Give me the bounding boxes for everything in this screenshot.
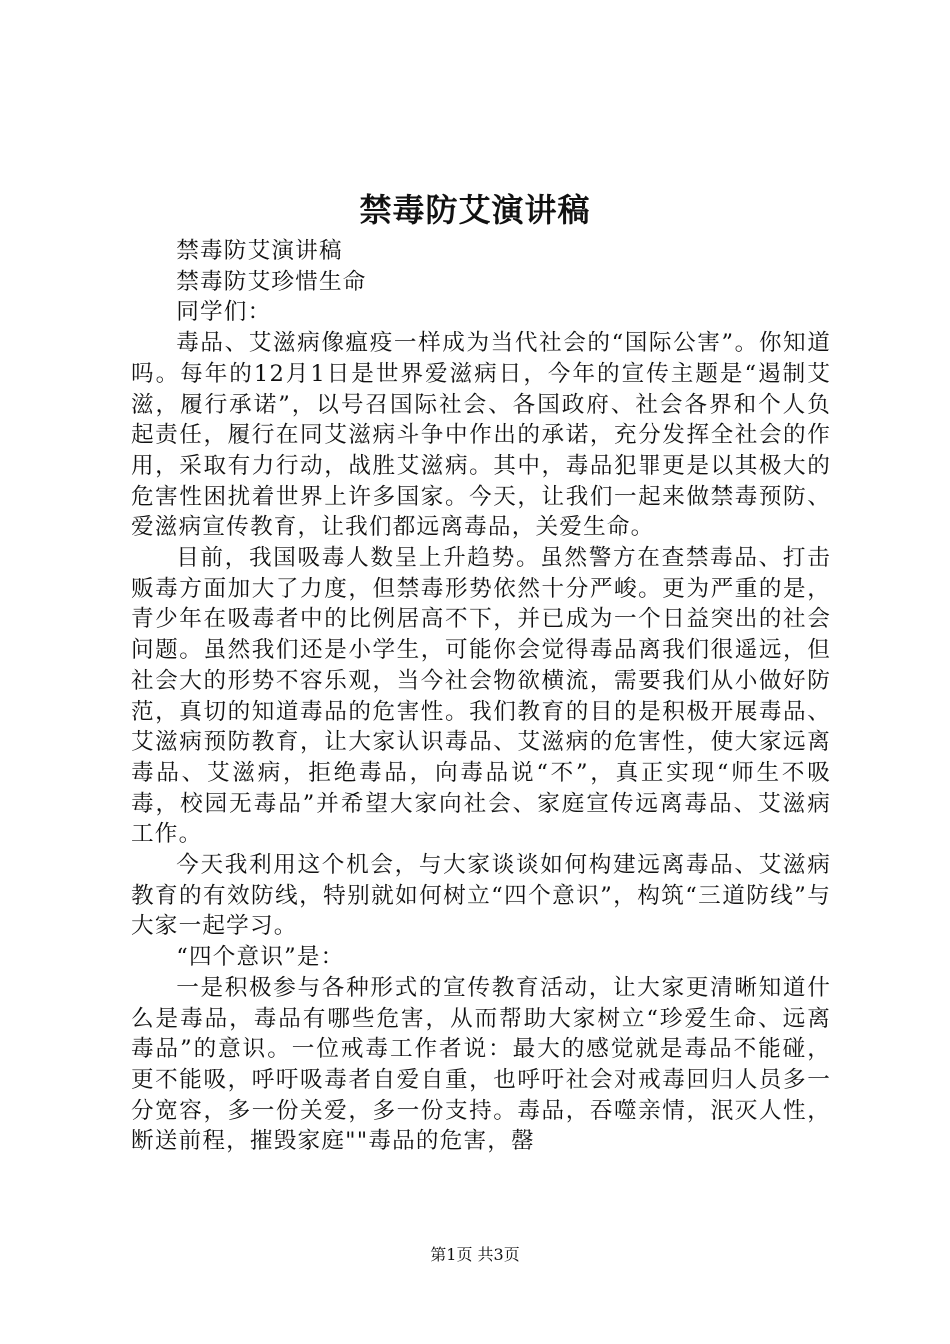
- paragraph: 今天我利用这个机会，与大家谈谈如何构建远离毒品、艾滋病教育的有效防线，特别就如何树立“四个意识”，构筑“三道防线”与大家一起学习。: [131, 852, 831, 940]
- paragraph: 一是积极参与各种形式的宣传教育活动，让大家更清晰知道什么是毒品，毒品有哪些危害，从而帮助大家树立“珍爱生命、远离毒品”的意识。一位戒毒工作者说：最大的感觉就是毒品不能碰，更不能吸，呼吁吸毒者自爱自重，也呼吁社会对戒毒回归人员多一分宽容，多一份关爱，多一份支持。毒品，吞噬亲情，泯灭人性，断送前程，摧毁家庭""毒品的危害，罄: [131, 974, 831, 1155]
- paragraph: 禁毒防艾演讲稿: [176, 238, 343, 264]
- paragraph: “四个意识”是：: [176, 944, 345, 971]
- document-body: [131, 236, 831, 1157]
- paragraph: 毒品、艾滋病像瘟疫一样成为当代社会的“国际公害”。你知道吗。每年的12月1日是世界爱滋病日，今年的宣传主题是“遏制艾滋，履行承诺”，以号召国际社会、各国政府、社会各界和个人负起责任，履行在同艾滋病斗争中作出的承诺，充分发挥全社会的作用，采取有力行动，战胜艾滋病。其中，毒品犯罪更是以其极大的危害性困扰着世界上许多国家。今天，让我们一起来做禁毒预防、爱滋病宣传教育，让我们都远离毒品，关爱生命。: [131, 330, 831, 541]
- paragraph: 同学们：: [176, 299, 272, 326]
- paragraph: 目前，我国吸毒人数呈上升趋势。虽然警方在查禁毒品、打击贩毒方面加大了力度，但禁毒形势依然十分严峻。更为严重的是，青少年在吸毒者中的比例居高不下，并已成为一个日益突出的社会问题。虽然我们还是小学生，可能你会觉得毒品离我们很遥远，但社会大的形势不容乐观，当今社会物欲横流，需要我们从小做好防范，真切的知道毒品的危害性。我们教育的目的是积极开展毒品、艾滋病预防教育，让大家认识毒品、艾滋病的危害性，使大家远离毒品、艾滋病，拒绝毒品，向毒品说“不”，真正实现“师生不吸毒，校园无毒品”并希望大家向社会、家庭宣传远离毒品、艾滋病工作。: [131, 545, 831, 848]
- document-title: 禁毒防艾演讲稿: [359, 191, 591, 229]
- paragraph: 禁毒防艾珍惜生命: [176, 268, 367, 295]
- page-footer: 第1页 共3页: [430, 1245, 520, 1264]
